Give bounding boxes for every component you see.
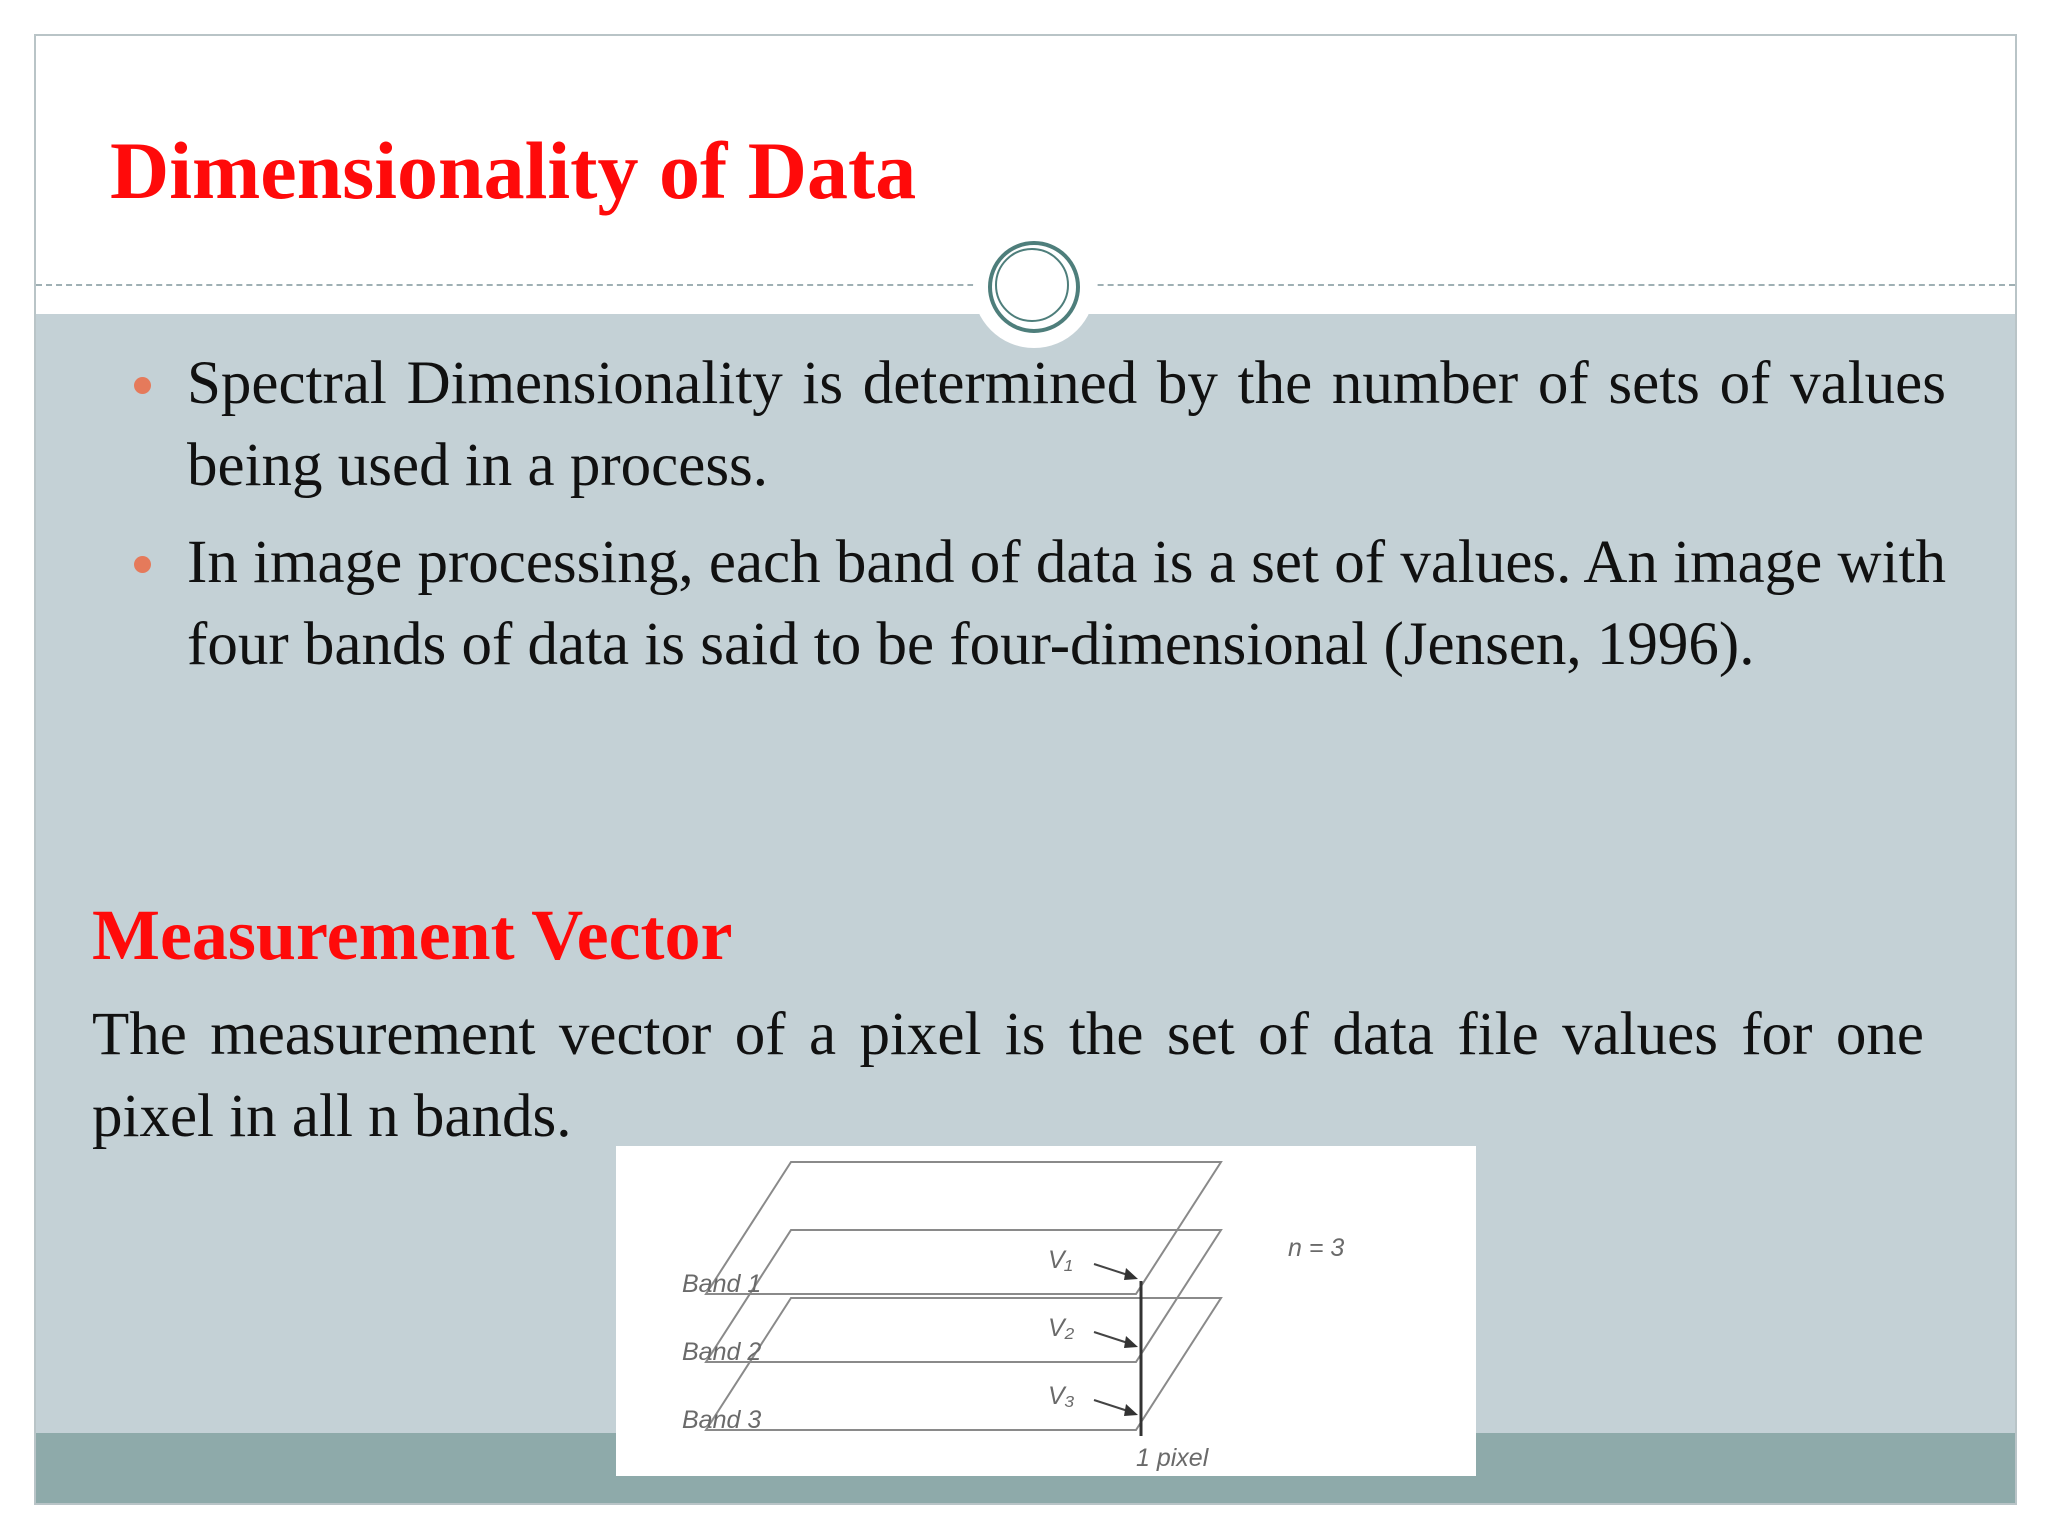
- divider-ring-ornament: [988, 241, 1080, 333]
- v1-arrowhead-icon: [1124, 1268, 1138, 1280]
- band-3-label: Band 3: [682, 1406, 762, 1434]
- v2-label: V₂: [1048, 1314, 1075, 1342]
- bullet-dot-icon: [134, 556, 151, 573]
- v3-arrowhead-icon: [1124, 1404, 1138, 1416]
- bullet-dot-icon: [134, 377, 151, 394]
- n-bands-label: n = 3: [1288, 1234, 1345, 1262]
- band-2-label: Band 2: [682, 1338, 762, 1366]
- band-stack-diagram: [616, 1146, 1476, 1476]
- v1-label: V₁: [1048, 1246, 1073, 1274]
- bullet-text: In image processing, each band of data is a set of values. An image with four bands of data is said to be four-dimensional (Jensen, 1996).: [187, 529, 1946, 678]
- measurement-vector-paragraph: The measurement vector of a pixel is the set of data file values for one pixel in all n bands.: [92, 1001, 1924, 1150]
- bullet-list: [96, 343, 1946, 701]
- slide: [34, 34, 2017, 1505]
- v2-arrowhead-icon: [1124, 1336, 1138, 1348]
- bullet-text: Spectral Dimensionality is determined by the number of sets of values being used in a process.: [187, 350, 1946, 499]
- pixel-label: 1 pixel: [1136, 1444, 1209, 1472]
- measurement-vector-figure: [616, 1146, 1476, 1476]
- bullet-item: [96, 522, 1946, 686]
- band-1-label: Band 1: [682, 1270, 762, 1298]
- measurement-vector-heading: Measurement Vector: [92, 895, 733, 975]
- v3-label: V₃: [1048, 1382, 1075, 1410]
- slide-title: Dimensionality of Data: [110, 125, 917, 216]
- bullet-item: [96, 343, 1946, 507]
- band-1-plane: [706, 1162, 1221, 1294]
- band-2-plane: [706, 1230, 1221, 1362]
- band-3-plane: [706, 1298, 1221, 1430]
